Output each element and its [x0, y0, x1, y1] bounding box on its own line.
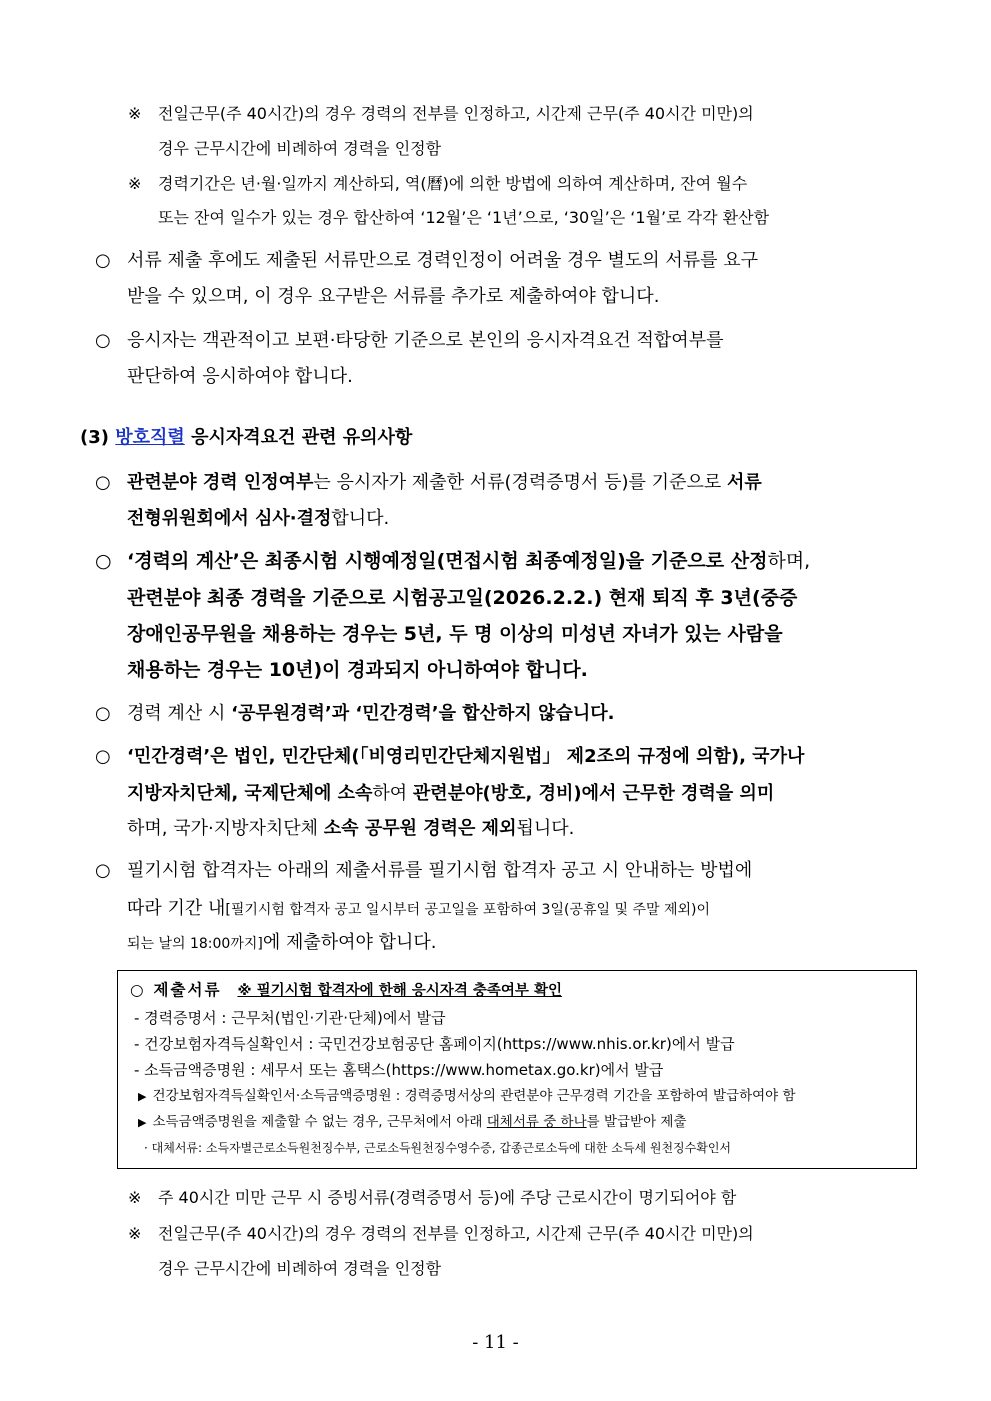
item-line	[127, 932, 437, 954]
triangle-bullet-icon: ▶	[138, 1116, 147, 1129]
note-line	[128, 1224, 754, 1243]
box-title-note: ※ 필기시험 합격자에 한해 응시자격 충족여부 확인	[237, 983, 562, 999]
item-line	[127, 783, 774, 805]
bold-text: ‘경력의 계산’은 최종시험 시행예정일(면접시험 최종예정일)을 기준으로 산정	[127, 550, 768, 572]
reference-mark: ※	[128, 1188, 142, 1207]
bold-text: 전형위원회에서 심사·결정	[127, 508, 332, 529]
note-text: 전일근무(주 40시간)의 경우 경력의 전부를 인정하고, 시간제 근무(주 40시간 미만)의	[158, 1224, 754, 1243]
note-line	[158, 208, 769, 227]
note-line	[158, 139, 441, 158]
item-text: 하여	[372, 783, 413, 804]
note-text: 주 40시간 미만 근무 시 증빙서류(경력증명서 등)에 주당 근로시간이 명기되어야 함	[158, 1188, 737, 1207]
bold-text: 소속 공무원 경력은 제외	[323, 818, 517, 839]
circle-bullet: ○	[95, 250, 111, 271]
substitute-note: · 대체서류: 소득자별근로소득원천징수부, 근로소득원천징수영수증, 갑종근로소득에 대한 소득세 원천징수확인서	[144, 1141, 732, 1155]
item-line	[127, 659, 588, 682]
item-line	[127, 898, 710, 920]
item-line	[95, 550, 810, 573]
item-text: 됩니다.	[516, 818, 575, 839]
bold-text: ‘민간경력’은 법인, 민간단체(「비영리민간단체지원법」 제2조의 규정에 의함), 국가나	[127, 746, 805, 767]
item-line	[127, 508, 389, 530]
note-line	[128, 1188, 736, 1207]
section-number: (3)	[80, 427, 109, 448]
note-text: 경우 근무시간에 비례하여 경력을 인정함	[158, 139, 442, 158]
item-line	[127, 818, 574, 840]
item-text: 합니다.	[331, 508, 390, 529]
note-text: 경우 근무시간에 비례하여 경력을 인정함	[158, 1259, 442, 1278]
paragraph-line	[95, 250, 758, 272]
bold-text: 관련분야 경력 인정여부	[127, 472, 314, 493]
bold-text: 채용하는 경우는 10년)이 경과되지 아니하여야 합니다.	[127, 659, 588, 681]
paragraph-text: 응시자는 객관적이고 보편·타당한 기준으로 본인의 응시자격요건 적합여부를	[127, 330, 724, 351]
reference-mark: ※	[128, 104, 142, 123]
item-text: 에 제출하여야 합니다.	[262, 932, 437, 953]
section-heading	[80, 427, 412, 449]
item-line	[95, 746, 804, 768]
circle-bullet: ○	[95, 550, 112, 572]
arrow-note	[138, 1088, 796, 1104]
note-line	[128, 104, 754, 123]
item-line	[127, 623, 783, 646]
bold-text: 관련분야 최종 경력을 기준으로 시험공고일(2026.2.2.) 현재 퇴직 후 3년(중증	[127, 587, 798, 609]
reference-mark: ※	[128, 174, 142, 193]
item-line	[95, 860, 752, 882]
item-text: 따라 기간 내	[127, 898, 226, 919]
item-text: 하며, 국가·지방자치단체	[127, 818, 324, 839]
circle-bullet: ○	[95, 703, 111, 724]
bold-text: 서류	[726, 472, 762, 493]
note-text: 전일근무(주 40시간)의 경우 경력의 전부를 인정하고, 시간제 근무(주 40시간 미만)의	[158, 104, 754, 123]
item-text: 경력 계산 시	[127, 703, 232, 724]
item-small-text: 되는 날의 18:00까지]	[127, 936, 263, 952]
item-small-text: [필기시험 합격자 공고 일시부터 공고일을 포함하여 3일(공휴일 및 주말 제외)이	[225, 902, 710, 918]
document-item: - 건강보험자격득실확인서 : 국민건강보험공단 홈페이지(https://www.nhis.or.kr)에서 발급	[134, 1035, 735, 1053]
paragraph-text: 받을 수 있으며, 이 경우 요구받은 서류를 추가로 제출하여야 합니다.	[127, 286, 660, 307]
triangle-bullet-icon: ▶	[138, 1090, 147, 1103]
item-line	[95, 703, 614, 725]
item-line	[95, 472, 762, 494]
section-link[interactable]: 방호직렬	[115, 427, 185, 448]
paragraph-line	[95, 330, 723, 352]
bold-text: 장애인공무원을 채용하는 경우는 5년, 두 명 이상의 미성년 자녀가 있는 사람을	[127, 623, 783, 645]
note-line	[128, 174, 747, 193]
arrow-note-underlined: 대체서류 중 하나	[486, 1114, 587, 1130]
paragraph-text: 서류 제출 후에도 제출된 서류만으로 경력인정이 어려울 경우 별도의 서류를 요구	[127, 250, 759, 271]
bold-text: 관련분야(방호, 경비)에서 근무한 경력을 의미	[412, 783, 775, 804]
page-number: - 11 -	[472, 1332, 519, 1353]
circle-bullet: ○	[95, 330, 111, 351]
note-text: 경력기간은 년·월·일까지 계산하되, 역(曆)에 의한 방법에 의하여 계산하며, 잔여 월수	[158, 174, 748, 193]
note-line	[158, 1259, 441, 1278]
paragraph-text: 판단하여 응시하여야 합니다.	[127, 366, 353, 387]
box-title	[130, 981, 562, 1000]
circle-bullet: ○	[95, 860, 111, 881]
reference-mark: ※	[128, 1224, 142, 1243]
paragraph-line	[127, 366, 353, 388]
bold-text: 지방자치단체, 국제단체에 소속	[127, 783, 373, 804]
item-text: 필기시험 합격자는 아래의 제출서류를 필기시험 합격자 공고 시 안내하는 방법에	[127, 860, 753, 881]
arrow-note-text: 소득금액증명원을 제출할 수 없는 경우, 근무처에서 아래	[152, 1114, 487, 1130]
circle-bullet: ○	[130, 981, 144, 999]
item-text: 는 응시자가 제출한 서류(경력증명서 등)를 기준으로	[313, 472, 727, 493]
circle-bullet: ○	[95, 746, 111, 767]
paragraph-line	[127, 286, 659, 308]
documents-box	[117, 970, 917, 1169]
arrow-note-text: 건강보험자격득실확인서·소득금액증명원 : 경력증명서상의 관련분야 근무경력 기간을 포함하여 발급하여야 함	[152, 1088, 796, 1104]
arrow-note-text: 를 발급받아 제출	[586, 1114, 687, 1130]
document-item: - 소득금액증명원 : 세무서 또는 홈택스(https://www.hometax.go.kr)에서 발급	[134, 1061, 664, 1079]
arrow-note	[138, 1114, 687, 1130]
section-title: 응시자격요건 관련 유의사항	[184, 427, 413, 448]
note-text: 또는 잔여 일수가 있는 경우 합산하여 ‘12월’은 ‘1년’으로, ‘30일’은 ‘1월’로 각각 환산함	[158, 208, 770, 227]
item-text: 하며,	[767, 550, 811, 572]
item-line	[127, 587, 797, 610]
box-title-text: 제출서류	[153, 981, 222, 999]
document-item: - 경력증명서 : 근무처(법인·기관·단체)에서 발급	[134, 1009, 446, 1027]
bold-text: ‘공무원경력’과 ‘민간경력’을 합산하지 않습니다.	[231, 703, 615, 724]
circle-bullet: ○	[95, 472, 111, 493]
